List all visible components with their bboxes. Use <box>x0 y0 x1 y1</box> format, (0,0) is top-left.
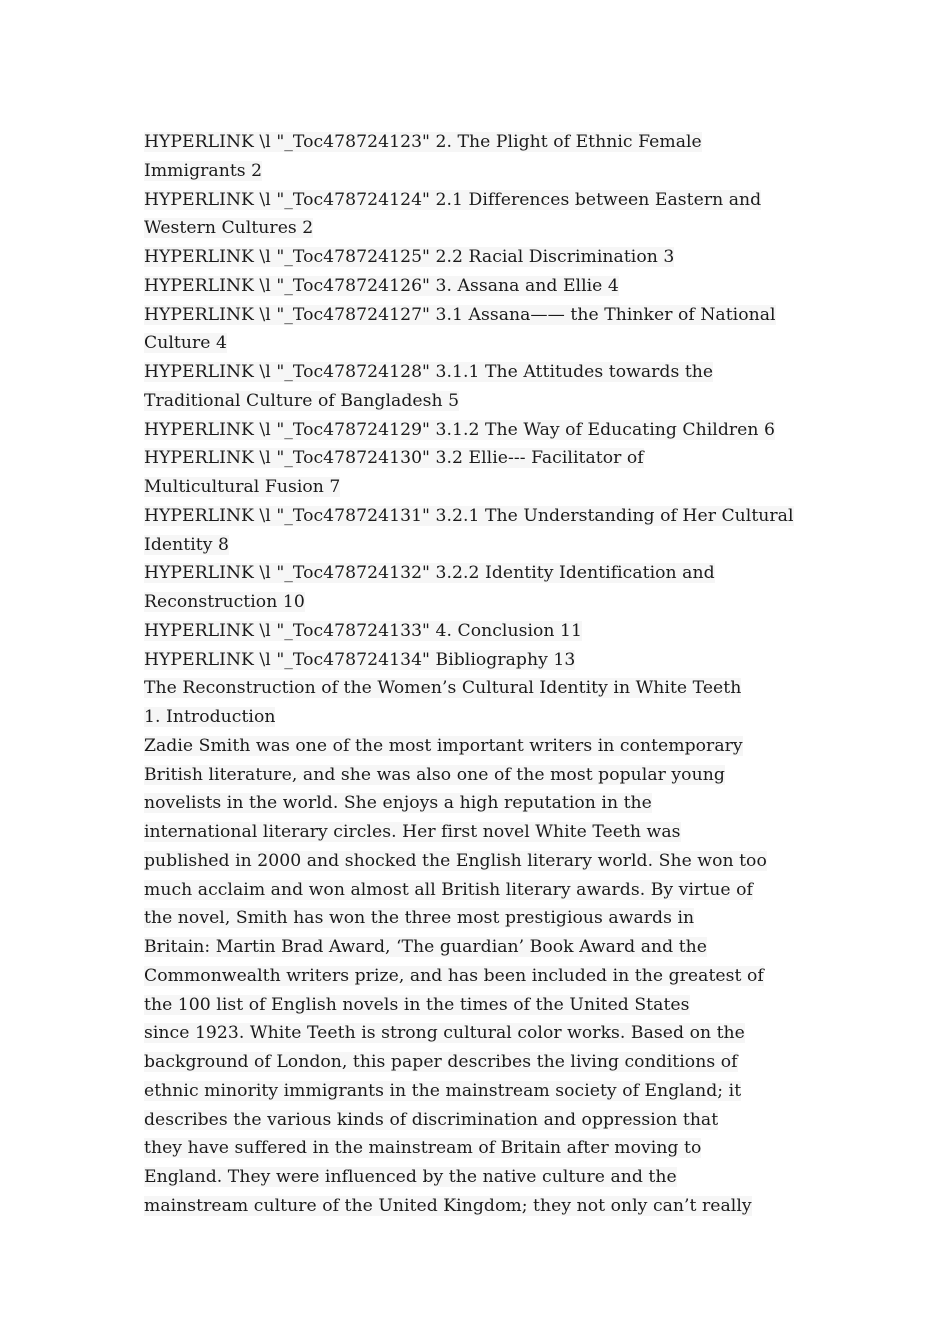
text-line <box>144 186 824 215</box>
text-line-content: Zadie Smith was one of the most important writers in contemporary <box>144 735 743 756</box>
text-line <box>144 531 824 560</box>
text-line-content: published in 2000 and shocked the English literary world. She won too <box>144 850 767 871</box>
text-line <box>144 1019 824 1048</box>
text-line-content: England. They were influenced by the native culture and the <box>144 1167 677 1187</box>
text-line <box>144 358 824 387</box>
text-line <box>144 301 824 330</box>
text-line <box>144 502 824 531</box>
text-line <box>144 818 824 847</box>
text-line-content: HYPERLINK \l "_Toc478724128" 3.1.1 The Attitudes towards the <box>144 362 714 382</box>
text-line <box>144 243 824 272</box>
text-line-content: describes the various kinds of discrimination and oppression that <box>144 1109 719 1130</box>
text-line-content: The Reconstruction of the Women’s Cultural Identity in White Teeth <box>144 678 742 699</box>
text-line <box>144 646 824 675</box>
text-line-content: 1. Introduction <box>144 707 276 727</box>
text-line-content: the novel, Smith has won the three most prestigious awards in <box>144 908 695 929</box>
text-line <box>144 473 824 502</box>
text-line-content: Western Cultures 2 <box>144 218 314 239</box>
text-line-content: Commonwealth writers prize, and has been included in the greatest of <box>144 965 764 986</box>
text-line <box>144 272 824 301</box>
text-line-content: Culture 4 <box>144 333 227 354</box>
text-line-content: HYPERLINK \l "_Toc478724133" 4. Conclusion 11 <box>144 620 583 641</box>
text-line-content: novelists in the world. She enjoys a high reputation in the <box>144 793 652 814</box>
text-line <box>144 128 824 157</box>
text-line <box>144 588 824 617</box>
text-line <box>144 444 824 473</box>
text-line <box>144 416 824 445</box>
text-line-content: HYPERLINK \l "_Toc478724131" 3.2.1 The Understanding of Her Cultural <box>144 505 794 526</box>
text-line <box>144 962 824 991</box>
document-body <box>144 128 824 1221</box>
text-line <box>144 157 824 186</box>
text-line-content: they have suffered in the mainstream of Britain after moving to <box>144 1138 702 1159</box>
text-line <box>144 559 824 588</box>
text-line <box>144 1077 824 1106</box>
text-line <box>144 617 824 646</box>
text-line-content: background of London, this paper describes the living conditions of <box>144 1052 738 1072</box>
text-line <box>144 703 824 732</box>
text-line-content: HYPERLINK \l "_Toc478724124" 2.1 Differences between Eastern and <box>144 189 762 210</box>
text-line <box>144 1106 824 1135</box>
text-line <box>144 674 824 703</box>
text-line <box>144 329 824 358</box>
text-line-content: Britain: Martin Brad Award, ‘The guardian’ Book Award and the <box>144 937 707 957</box>
text-line <box>144 214 824 243</box>
text-line <box>144 387 824 416</box>
text-line-content: Traditional Culture of Bangladesh 5 <box>144 390 460 411</box>
text-line-content: HYPERLINK \l "_Toc478724129" 3.1.2 The Way of Educating Children 6 <box>144 419 776 440</box>
text-line-content: the 100 list of English novels in the times of the United States <box>144 994 690 1015</box>
text-line <box>144 847 824 876</box>
text-line-content: Reconstruction 10 <box>144 592 305 612</box>
text-line <box>144 732 824 761</box>
text-line-content: Immigrants 2 <box>144 160 263 181</box>
text-line-content: HYPERLINK \l "_Toc478724123" 2. The Plight of Ethnic Female <box>144 132 702 152</box>
text-line <box>144 1134 824 1163</box>
text-line <box>144 933 824 962</box>
text-line <box>144 991 824 1020</box>
text-line-content: since 1923. White Teeth is strong cultural color works. Based on the <box>144 1023 745 1044</box>
text-line-content: HYPERLINK \l "_Toc478724126" 3. Assana and Ellie 4 <box>144 275 619 296</box>
text-line-content: HYPERLINK \l "_Toc478724127" 3.1 Assana—— the Thinker of National <box>144 304 776 325</box>
text-line-content: HYPERLINK \l "_Toc478724132" 3.2.2 Identity Identification and <box>144 563 715 584</box>
text-line <box>144 789 824 818</box>
text-line <box>144 904 824 933</box>
text-line-content: much acclaim and won almost all British literary awards. By virtue of <box>144 879 753 900</box>
text-line <box>144 1048 824 1077</box>
text-line-content: HYPERLINK \l "_Toc478724125" 2.2 Racial Discrimination 3 <box>144 247 675 267</box>
text-line-content: mainstream culture of the United Kingdom; they not only can’t really <box>144 1195 752 1216</box>
text-line-content: international literary circles. Her first novel White Teeth was <box>144 822 681 842</box>
text-line <box>144 1163 824 1192</box>
text-line-content: HYPERLINK \l "_Toc478724130" 3.2 Ellie--- Facilitator of <box>144 448 644 469</box>
text-line-content: HYPERLINK \l "_Toc478724134" Bibliography 13 <box>144 649 576 670</box>
text-line-content: British literature, and she was also one of the most popular young <box>144 764 725 785</box>
text-line <box>144 761 824 790</box>
text-line-content: ethnic minority immigrants in the mainstream society of England; it <box>144 1080 742 1101</box>
text-line-content: Identity 8 <box>144 534 229 555</box>
text-line <box>144 1192 824 1221</box>
text-line-content: Multicultural Fusion 7 <box>144 477 341 497</box>
text-line <box>144 876 824 905</box>
